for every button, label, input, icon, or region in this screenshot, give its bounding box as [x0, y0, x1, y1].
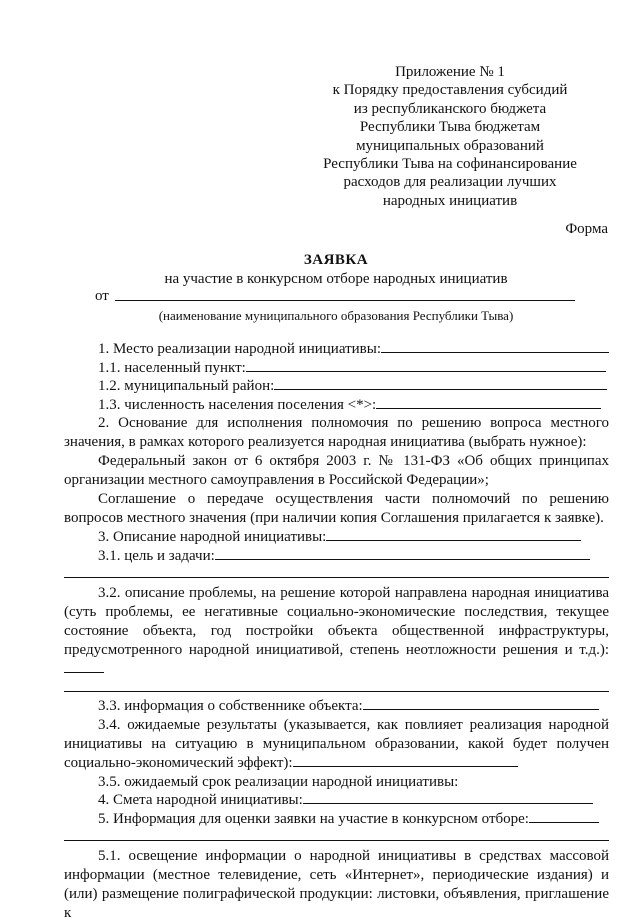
appendix-line: народных инициатив — [382, 192, 518, 209]
item-3-5-row — [64, 773, 609, 792]
appendix-line: Республики Тыва на софинансирование — [323, 156, 577, 173]
item-1-blank[interactable] — [381, 340, 609, 353]
item-4-label: 4. Смета народной инициативы: — [98, 792, 303, 808]
document-subtitle: на участие в конкурсном отборе народных инициатив — [164, 271, 508, 287]
item-2: 2. Основание для исполнения полномочия по решению вопроса местного значения, в рамках которого реализуется народная инициатива (выбрать нужное): — [64, 415, 609, 450]
item-5-blank[interactable] — [529, 810, 599, 823]
appendix-line: Приложение № 1 — [395, 64, 505, 80]
appendix-line: муниципальных образований — [356, 137, 544, 154]
item-1-1-blank[interactable] — [246, 359, 606, 372]
item-3-1-blank[interactable] — [215, 547, 590, 560]
municipality-name-line[interactable] — [115, 300, 575, 301]
from-label: от — [95, 288, 109, 304]
item-3-3-label: 3.3. информация о собственнике объекта: — [98, 698, 363, 714]
item-1-3-label: 1.3. численность населения поселения <*>: — [98, 396, 377, 413]
item-1-row — [64, 340, 609, 359]
form-body — [64, 340, 609, 923]
item-1-2-row — [64, 377, 609, 396]
appendix-header — [300, 63, 600, 210]
from-caption: (наименование муниципального образования Республики Тыва) — [158, 308, 514, 323]
item-5-row — [64, 810, 609, 829]
item-3-3-row — [64, 697, 609, 716]
item-5-label: 5. Информация для оценки заявки на участие в конкурсном отборе: — [98, 810, 529, 827]
item-2-law: Федеральный закон от 6 октября 2003 г. № 131-ФЗ «Об общих принципах организации местного самоуправления в Российской Федерации»; — [64, 453, 609, 488]
item-3-2 — [64, 584, 609, 679]
item-3-1-row — [64, 547, 609, 566]
item-1-1-label: 1.1. населенный пункт: — [98, 359, 246, 376]
item-3-3-blank[interactable] — [363, 697, 599, 710]
item-3-4-label: 3.4. ожидаемые результаты (указывается, как повлияет реализация народной инициативы на ситуацию в муниципальном образовании, какой будет получен социально-экономический эффект): — [64, 716, 609, 771]
item-3-5-label: 3.5. ожидаемый срок реализации народной инициативы: — [98, 773, 459, 790]
item-3-label: 3. Описание народной инициативы: — [98, 529, 327, 545]
item-3-2-label: 3.2. описание проблемы, на решение которой направлена народная инициатива (суть проблемы, ее негативные социально-экономические последствия, текущее состояние объекта, год постройки объекта общественной инфраструктуры, предусмотренного народной инициативой, степень неотложности решения и т.д.): — [64, 584, 609, 658]
item-1-3-blank[interactable] — [376, 396, 601, 409]
form-label: Форма — [565, 221, 608, 237]
from-field[interactable] — [95, 287, 575, 305]
item-1-label: 1. Место реализации народной инициативы: — [98, 341, 382, 357]
item-5-1: 5.1. освещение информации о народной инициативы в средствах массовой информации (местное телевидение, сеть «Интернет», периодические издания) и (или) размещение полиграфической продукции: листовки, объявления, приглашение к — [64, 847, 609, 921]
appendix-line: расходов для реализации лучших — [343, 174, 557, 191]
item-3-1-label: 3.1. цель и задачи: — [98, 547, 215, 564]
appendix-line: из республиканского бюджета — [353, 100, 547, 117]
item-3-blank[interactable] — [326, 528, 581, 541]
item-3-row — [64, 528, 609, 547]
appendix-line: Республики Тыва бюджетам — [359, 119, 541, 136]
item-1-2-blank[interactable] — [274, 377, 607, 390]
item-3-1-extra-line[interactable] — [64, 565, 609, 584]
item-5-extra-line[interactable] — [64, 828, 609, 847]
item-1-1-row — [64, 359, 609, 378]
item-3-4 — [64, 716, 609, 773]
item-1-3-row — [64, 396, 609, 415]
document-title: ЗАЯВКА — [303, 252, 369, 268]
item-3-4-blank[interactable] — [293, 754, 518, 767]
appendix-line: к Порядку предоставления субсидий — [332, 82, 568, 99]
item-3-2-extra-line[interactable] — [64, 679, 609, 698]
item-2-agreement: Соглашение о передаче осуществления части полномочий по решению вопросов местного значения (при наличии копия Соглашения прилагается к заявке). — [64, 491, 609, 526]
item-1-2-label: 1.2. муниципальный район: — [98, 378, 275, 394]
item-4-blank[interactable] — [303, 791, 593, 804]
item-4-row — [64, 791, 609, 810]
item-3-2-blank[interactable] — [64, 660, 104, 673]
